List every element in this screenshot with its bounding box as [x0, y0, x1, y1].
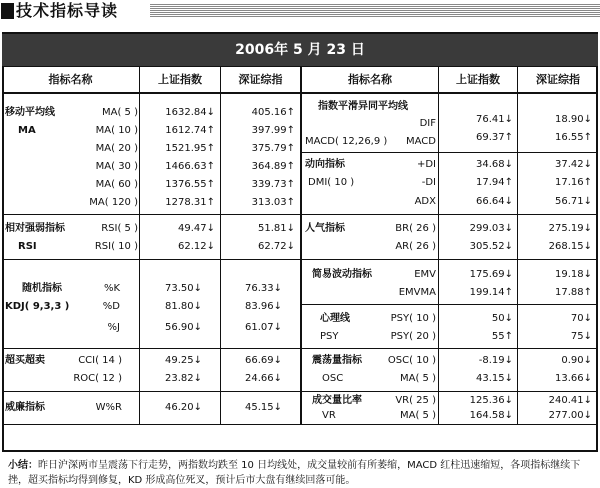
indicator-name: 超买超卖 [5, 355, 45, 366]
value-sz: 37.42↓ [554, 159, 592, 170]
indicator-name: 成交量比率 [312, 395, 362, 406]
indicator-name: 人气指标 [305, 223, 345, 234]
value-sz: 45.15↓ [244, 402, 282, 413]
value-sh: 56.90↓ [164, 322, 202, 333]
param: W%R [95, 402, 122, 413]
rule [2, 424, 598, 425]
value-sh: 62.12↓ [177, 241, 215, 252]
summary-text: 昨日沪深两市呈震荡下行走势，两指数均跌至 10 日均线处，成交量较前有所萎缩，MACD 红柱迅速缩短，各项指标继续下挫，超买指标均得到修复，KD 形成高位死叉，预计后市大盘有继续回落可能。 [8, 460, 581, 486]
param: %K [103, 283, 120, 294]
param: -DI [421, 177, 436, 188]
indicator-abbr: RSI [18, 241, 37, 252]
value-sz: 83.96↓ [244, 301, 282, 312]
param: MA( 10 ) [95, 125, 138, 136]
param: MACD [406, 136, 436, 147]
param: %J [107, 322, 120, 333]
param: ADX [414, 196, 436, 207]
param: RSI( 10 ) [94, 241, 138, 252]
indicator-name: 相对强弱指标 [5, 223, 65, 234]
value-sz: 18.90↓ [554, 114, 592, 125]
param: DIF [419, 118, 436, 129]
rule-right [300, 152, 598, 153]
value-sz: 16.55↑ [554, 132, 592, 143]
value-sh: 34.68↓ [475, 159, 513, 170]
value-sh: 76.41↓ [475, 114, 513, 125]
value-sz: 56.71↓ [554, 196, 592, 207]
rule-right [300, 214, 598, 215]
summary-label: 小结： [8, 460, 38, 471]
value-sh: 1376.55↑ [165, 179, 215, 190]
value-sh: 43.15↓ [475, 373, 513, 384]
value-sz: 277.00↓ [548, 410, 592, 421]
value-sh: 299.03↓ [469, 223, 513, 234]
param: AR( 26 ) [395, 241, 436, 252]
section-title: 技术指标导读 [16, 1, 119, 20]
black-square-icon [1, 3, 14, 19]
value-sz: 375.79↑ [251, 143, 295, 154]
value-sh: 1278.31↑ [165, 197, 215, 208]
param: MA( 30 ) [95, 161, 138, 172]
param: MA( 20 ) [95, 143, 138, 154]
value-sh: 305.52↓ [469, 241, 513, 252]
col-rule [300, 66, 302, 424]
value-sz: 51.81↓ [257, 223, 295, 234]
value-sh: 164.58↓ [469, 410, 513, 421]
value-sz: 0.90↓ [561, 355, 592, 366]
value-sh: 73.50↓ [164, 283, 202, 294]
value-sh: 81.80↓ [164, 301, 202, 312]
value-sz: 339.73↑ [251, 179, 295, 190]
value-sz: 17.16↑ [554, 177, 592, 188]
col-rule [139, 66, 140, 424]
param: MA( 5 ) [400, 410, 436, 421]
value-sz: 240.41↓ [548, 395, 592, 406]
param: MA( 5 ) [102, 107, 138, 118]
col-rule [517, 66, 518, 424]
param: ROC( 12 ) [73, 373, 122, 384]
value-sz: 75↓ [570, 331, 592, 342]
indicator-name: 指数平滑异同平均线 [318, 101, 408, 112]
param: PSY( 20 ) [390, 331, 436, 342]
indicator-abbr: OSC [322, 373, 344, 384]
value-sz: 19.18↓ [554, 269, 592, 280]
table-date: 2006年 5 月 23 日 [2, 34, 598, 66]
param: EMVMA [398, 287, 436, 298]
value-sh: 55↑ [491, 331, 513, 342]
value-sh: 66.64↓ [475, 196, 513, 207]
value-sh: 49.25↓ [164, 355, 202, 366]
indicator-name: 随机指标 [22, 283, 62, 294]
value-sz: 61.07↓ [244, 322, 282, 333]
param: EMV [414, 269, 436, 280]
param: VR( 25 ) [395, 395, 436, 406]
header-rule [150, 4, 600, 18]
value-sz: 405.16↑ [251, 107, 295, 118]
value-sz: 24.66↓ [244, 373, 282, 384]
param: BR( 26 ) [395, 223, 436, 234]
indicator-abbr: KDJ( 9,3,3 ) [5, 301, 70, 312]
indicator-abbr: MACD( 12,26,9 ) [305, 136, 388, 147]
rule-left [2, 214, 300, 215]
value-sh: 199.14↑ [469, 287, 513, 298]
value-sz: 17.88↑ [554, 287, 592, 298]
value-sz: 66.69↓ [244, 355, 282, 366]
param: %D [102, 301, 120, 312]
value-sz: 70↓ [570, 313, 592, 324]
col-rule [220, 66, 221, 424]
value-sh: 46.20↓ [164, 402, 202, 413]
indicator-name: 震荡量指标 [312, 355, 362, 366]
col-rule [438, 66, 439, 424]
param: CCI( 14 ) [78, 355, 122, 366]
value-sh: 1632.84↓ [165, 107, 215, 118]
indicator-name: 简易波动指标 [312, 269, 372, 280]
col-header-sh: 上证指数 [158, 73, 202, 86]
indicator-abbr: VR [322, 410, 336, 421]
rule-right [300, 304, 598, 305]
param: OSC( 10 ) [387, 355, 436, 366]
col-header-sh: 上证指数 [456, 73, 500, 86]
value-sh: 49.47↓ [177, 223, 215, 234]
value-sh: 175.69↓ [469, 269, 513, 280]
value-sh: 125.36↓ [469, 395, 513, 406]
value-sh: 1612.74↑ [165, 125, 215, 136]
indicator-abbr: DMI( 10 ) [308, 177, 355, 188]
param: +DI [416, 159, 436, 170]
value-sh: 17.94↑ [475, 177, 513, 188]
value-sz: 397.99↑ [251, 125, 295, 136]
value-sz: 275.19↓ [548, 223, 592, 234]
param: PSY( 10 ) [390, 313, 436, 324]
value-sz: 268.15↓ [548, 241, 592, 252]
indicator-name: 动向指标 [305, 159, 345, 170]
summary-note [8, 458, 594, 488]
value-sh: 50↓ [491, 313, 513, 324]
param: MA( 5 ) [400, 373, 436, 384]
param: MA( 60 ) [95, 179, 138, 190]
indicator-name: 移动平均线 [5, 107, 55, 118]
indicator-abbr: MA [18, 125, 36, 136]
param: MA( 120 ) [89, 197, 138, 208]
value-sz: 76.33↓ [244, 283, 282, 294]
value-sh: -8.19↓ [478, 355, 513, 366]
value-sz: 13.66↓ [554, 373, 592, 384]
indicator-name: 心理线 [320, 313, 350, 324]
value-sh: 1521.95↑ [165, 143, 215, 154]
col-header-sz: 深证综指 [238, 73, 283, 86]
col-header-name: 指标名称 [348, 73, 392, 86]
value-sh: 1466.63↑ [165, 161, 215, 172]
indicator-abbr: PSY [320, 331, 339, 342]
param: RSI( 5 ) [101, 223, 138, 234]
section-header [0, 0, 600, 24]
value-sz: 62.72↓ [257, 241, 295, 252]
value-sz: 364.89↑ [251, 161, 295, 172]
col-header-sz: 深证综指 [536, 73, 580, 86]
col-header-name: 指标名称 [48, 73, 93, 86]
value-sh: 69.37↑ [475, 132, 513, 143]
value-sz: 313.03↑ [251, 197, 295, 208]
value-sh: 23.82↓ [164, 373, 202, 384]
indicator-name: 威廉指标 [5, 402, 45, 413]
